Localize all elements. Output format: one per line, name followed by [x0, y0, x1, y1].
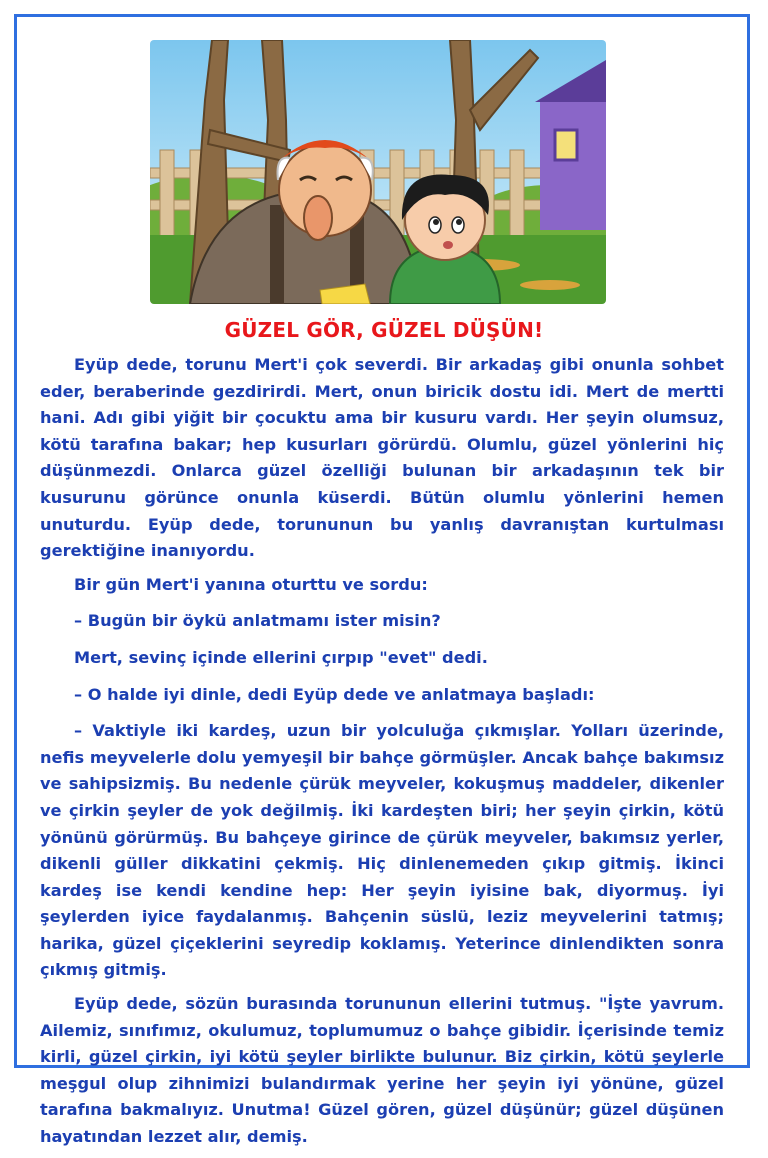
- story-body: [40, 352, 724, 1158]
- paragraph: – Bugün bir öykü anlatmamı ister misin?: [74, 611, 441, 631]
- paragraph: Eyüp dede, sözün burasında torununun ellerini tutmuş. "İşte yavrum. Ailemiz, sınıfımız, okulumuz, toplumumuz o bahçe gibidir. İçerisinde temiz kirli, güzel çirkin, iyi kötü şeyler birlikte bulunur. Biz çirkin, kötü şeylerle meşgul olup zihnimizi bulandırmak yerine her şeyin iyi yönüne, güzel tarafına bakmalıyız. Unutma! Güzel gören, güzel düşünür; güzel düşünen hayatından lezzet alır, demiş.: [40, 994, 724, 1147]
- story-title: GÜZEL GÖR, GÜZEL DÜŞÜN!: [224, 318, 544, 342]
- paragraph: Bir gün Mert'i yanına oturttu ve sordu:: [74, 574, 428, 594]
- grandfather-and-boy-image: [150, 40, 606, 304]
- paragraph: Mert, sevinç içinde ellerini çırpıp "evet" dedi.: [74, 647, 488, 667]
- paragraph: – O halde iyi dinle, dedi Eyüp dede ve anlatmaya başladı:: [74, 684, 595, 704]
- paragraph: – Vaktiyle iki kardeş, uzun bir yolculuğa çıkmışlar. Yolları üzerinde, nefis meyvelerle dolu yemyeşil bir bahçe görmüşler. Ancak bahçe bakımsız ve sahipsizmiş. Bu nedenle çürük meyveler, kokuşmuş maddeler, dikenler ve çirkin şeyler de yok değilmiş. İki kardeşten biri; her şeyin çirkin, kötü yönünü görürmüş. Bu bahçeye girince de çürük meyveler, bakımsız yerler, dikenli güller dikkatini çekmiş. Hiç dinlenemeden çıkıp gitmiş. İkinci kardeş ise kendi kendine hep: Her şeyin iyisine bak, diyormuş. İyi şeylerden iyice faydalanmış. Bahçenin süslü, leziz meyvelerini tatmış; harika, güzel çiçeklerini seyredip koklamış. Yeterince dinlendikten sonra çıkmış gitmiş.: [40, 721, 724, 980]
- paragraph: Eyüp dede, torunu Mert'i çok severdi. Bir arkadaş gibi onunla sohbet eder, beraberinde gezdirirdi. Mert, onun biricik dostu idi. Mert de mertti hani. Adı gibi yiğit bir çocuktu ama bir kusuru vardı. Her şeyin olumsuz, kötü tarafına bakar; hep kusurları görürdü. Olumlu, güzel yönlerini hiç düşünmezdi. Onlarca güzel özelliği bulunan bir arkadaşının tek bir kusurunu görünce onunla küserdi. Bütün olumlu yönlerini hemen unuturdu. Eyüp dede, torununun bu yanlış davranıştan kurtulması gerektiğine inanıyordu.: [40, 355, 724, 561]
- story-illustration: [150, 40, 606, 304]
